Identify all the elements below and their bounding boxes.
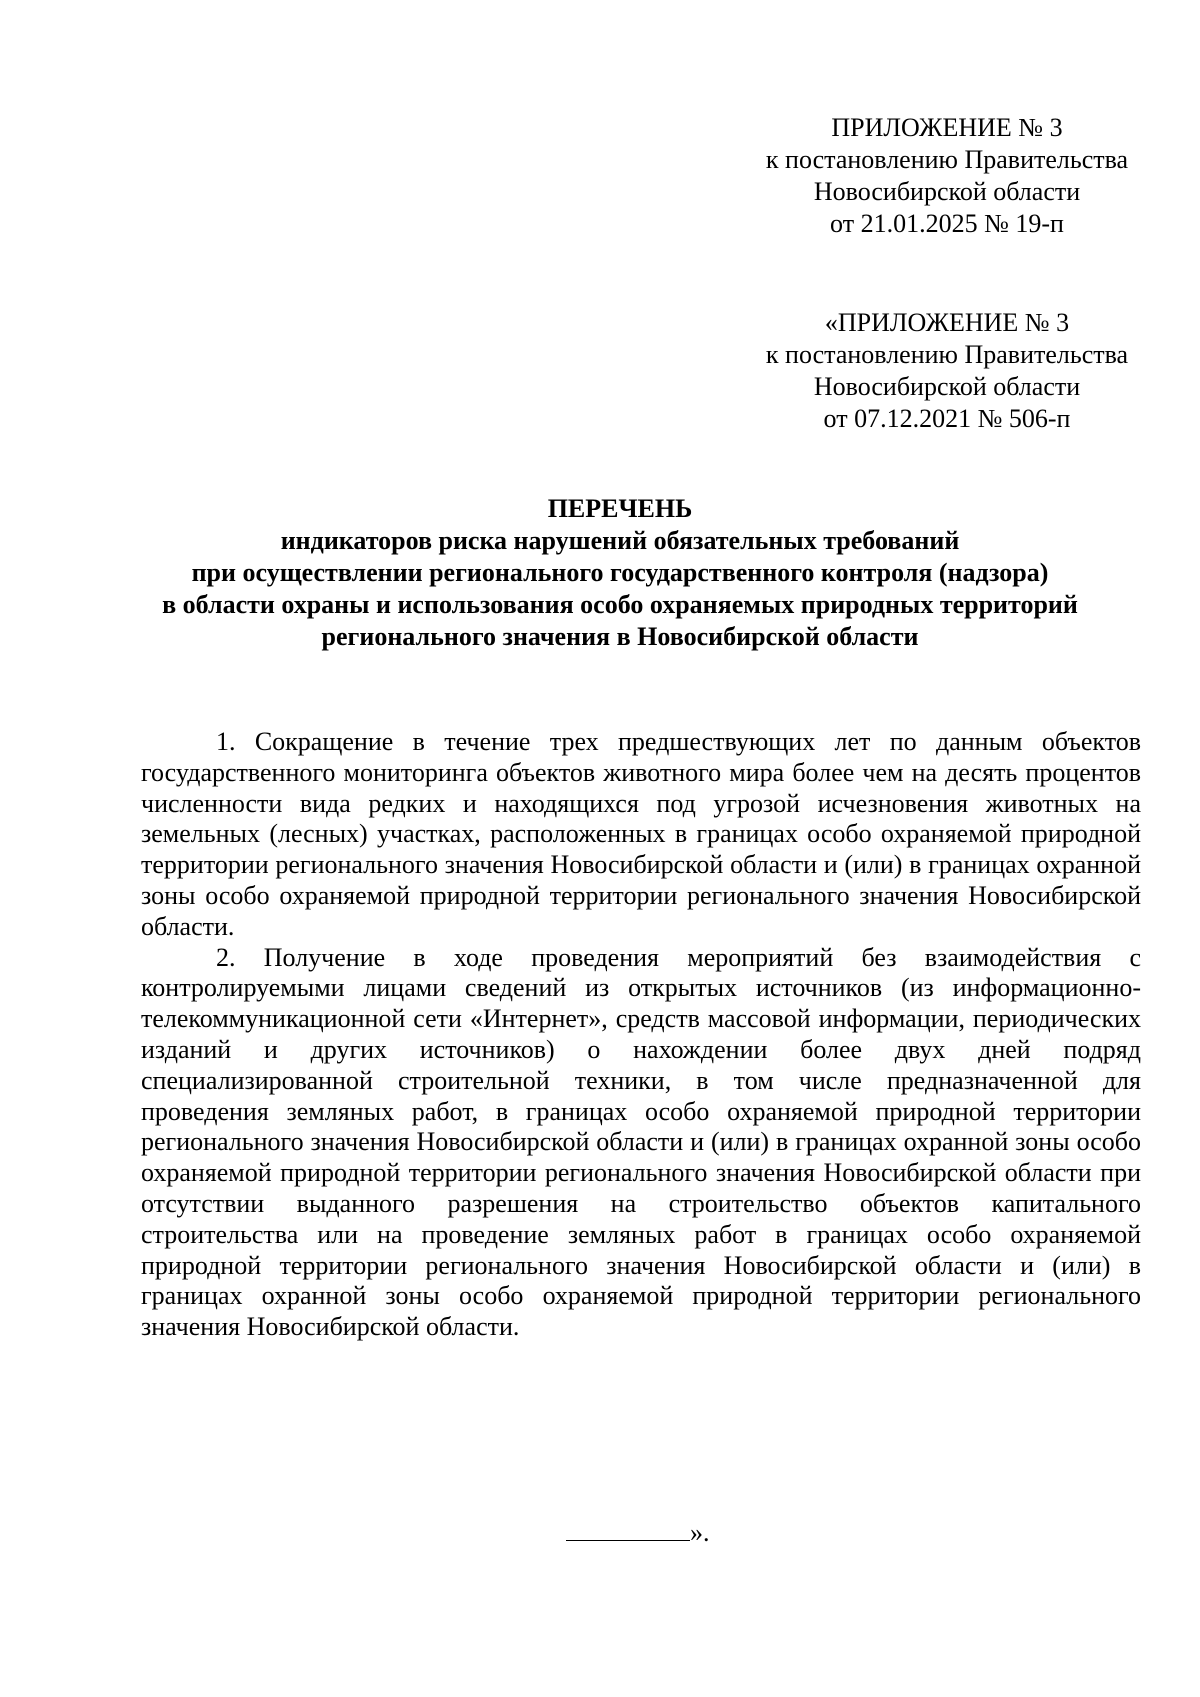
attachment-ref-line: Новосибирской области bbox=[813, 372, 1081, 401]
attachment-header-amended bbox=[737, 307, 1157, 435]
document-heading bbox=[90, 493, 1150, 653]
heading-line: в области охраны и использования особо охраняемых природных территорий bbox=[162, 590, 1078, 619]
heading-line: индикаторов риска нарушений обязательных требований bbox=[280, 526, 960, 555]
attachment-ref-line: к постановлению Правительства bbox=[765, 145, 1129, 174]
attachment-title: «ПРИЛОЖЕНИЕ № 3 bbox=[824, 308, 1070, 337]
list-item-2: 2. Получение в ходе проведения мероприятий без взаимодействия с контролируемыми лицами сведений из открытых источников (из информационно-телекоммуникационной сети «Интернет», средств массовой информации, периодических изданий и других источников) о нахождении более двух дней подряд специализированной строительной техники, в том числе предназначенной для проведения земляных работ, в границах особо охраняемой природной территории регионального значения Новосибирской области и (или) в границах охранной зоны особо охраняемой природной территории регионального значения Новосибирской области при отсутствии выданного разрешения на строительство объектов капитального строительства или на проведение земляных работ в границах особо охраняемой природной территории регионального значения Новосибирской области и (или) в границах охранной зоны особо охраняемой природной территории регионального значения Новосибирской области. bbox=[141, 942, 1141, 1342]
heading-line: при осуществлении регионального государственного контроля (надзора) bbox=[191, 558, 1049, 587]
document-body bbox=[141, 727, 1141, 1343]
attachment-date-line: от 21.01.2025 № 19-п bbox=[830, 209, 1064, 238]
attachment-title: ПРИЛОЖЕНИЕ № 3 bbox=[831, 113, 1063, 142]
attachment-date-line: от 07.12.2021 № 506-п bbox=[823, 404, 1071, 433]
attachment-header-current bbox=[737, 112, 1157, 240]
list-item-1: 1. Сокращение в течение трех предшествующих лет по данным объектов государственного мониторинга объектов животного мира более чем на десять процентов численности вида редких и находящихся под угрозой исчезновения животных на земельных (лесных) участках, расположенных в границах особо охраняемой природной территории регионального значения Новосибирской области и (или) в границах охранной зоны особо охраняемой природной территории регионального значения Новосибирской области. bbox=[141, 727, 1141, 941]
attachment-ref-line: Новосибирской области bbox=[813, 177, 1081, 206]
heading-line: регионального значения в Новосибирской области bbox=[321, 622, 919, 651]
closing-mark bbox=[566, 1517, 710, 1549]
closing-quote: ». bbox=[690, 1518, 710, 1547]
document-title: ПЕРЕЧЕНЬ bbox=[547, 494, 693, 523]
signature-rule bbox=[566, 1518, 690, 1541]
attachment-ref-line: к постановлению Правительства bbox=[765, 340, 1129, 369]
